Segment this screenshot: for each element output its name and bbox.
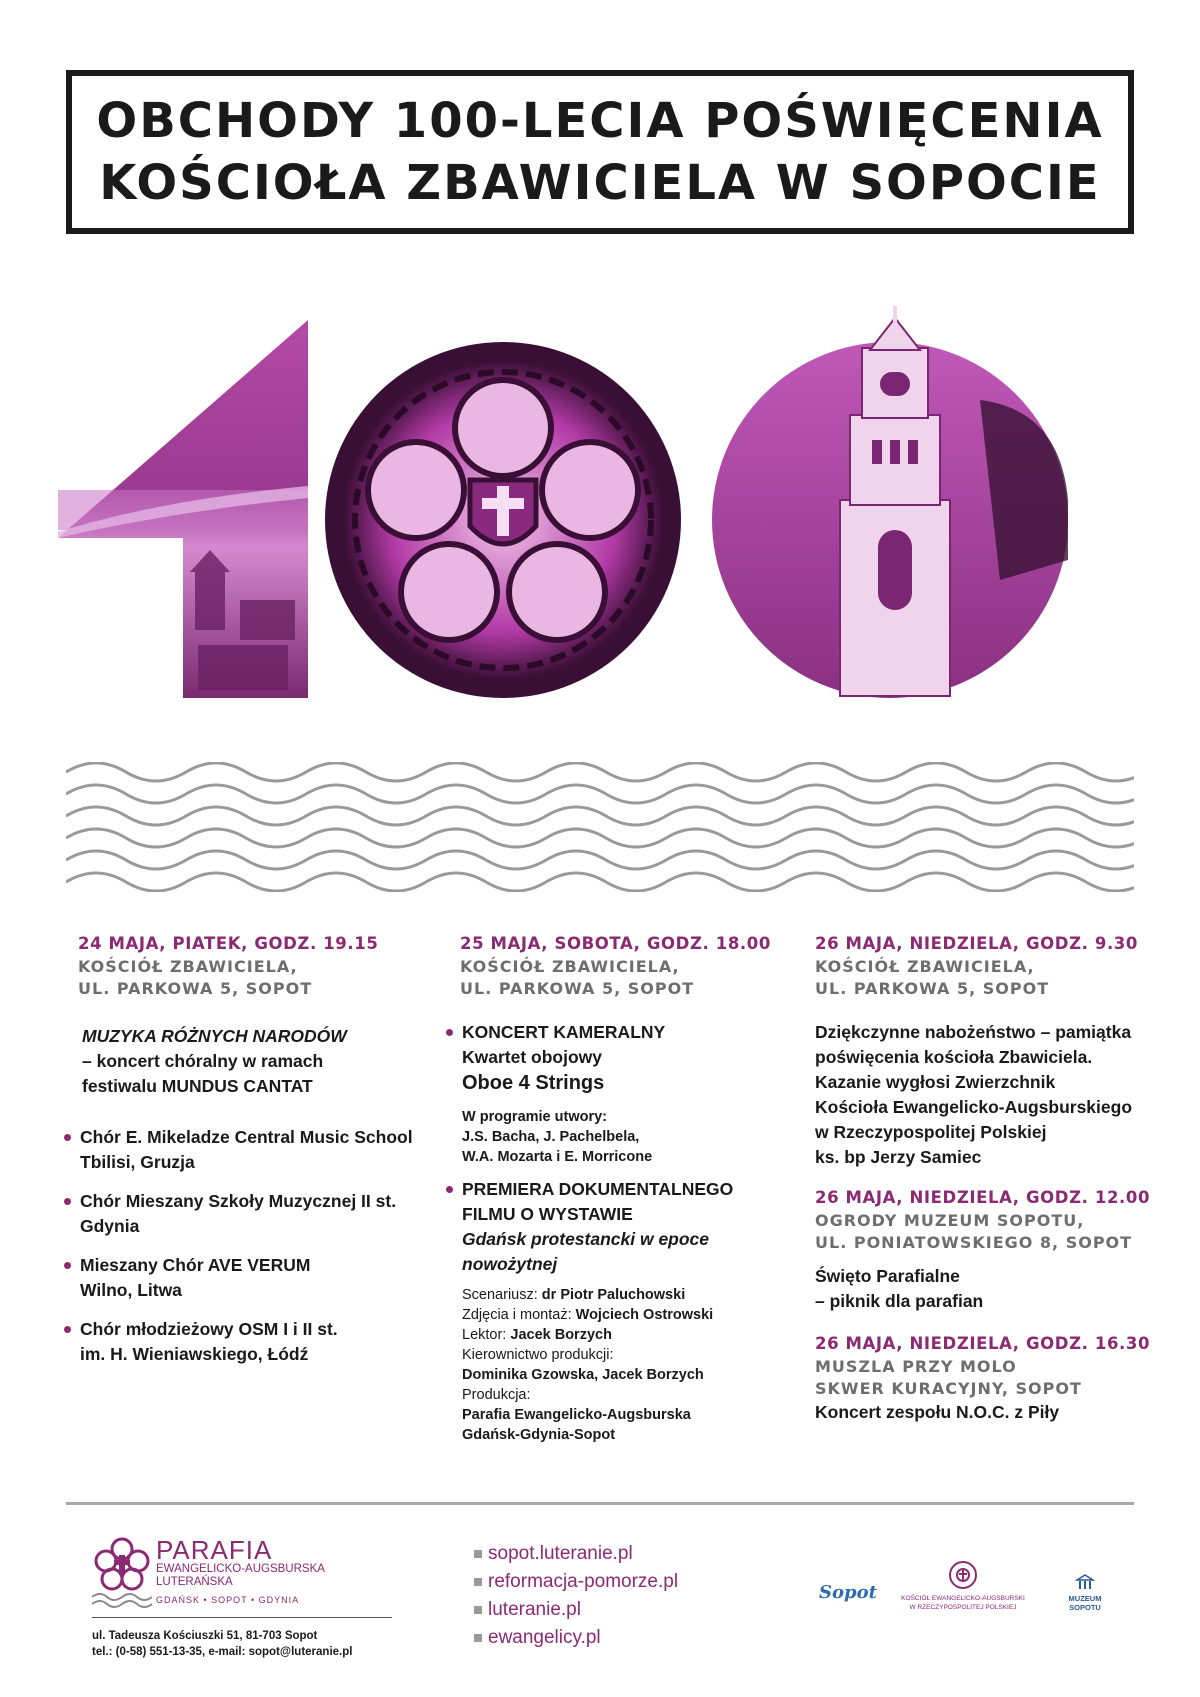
concert-name: Oboe 4 Strings <box>462 1072 605 1094</box>
event-place-line-2: UL. PONIATOWSKIEGO 8, SOPOT <box>815 1233 1133 1252</box>
kosciol-logo-line-2: W RZECZYPOSPOLITEJ POLSKIEJ <box>909 1604 1017 1611</box>
event-title: MUZYKA RÓŻNYCH NARODÓW <box>82 1026 347 1046</box>
link-text[interactable]: ewangelicy.pl <box>488 1627 601 1648</box>
muzeum-sopotu-logo <box>1060 1574 1110 1612</box>
parafia-sub-1: EWANGELICKO-AUGSBURSKA <box>156 1563 325 1575</box>
event-date: 25 MAJA, SOBOTA, GODZ. 18.00 <box>460 934 771 953</box>
service-line: w Rzeczypospolitej Polskiej <box>815 1122 1047 1142</box>
service-line: poświęcenia kościoła Zbawiciela. <box>815 1047 1093 1067</box>
concert-item <box>460 1020 780 1167</box>
muzeum-logo-line-2: SOPOTU <box>1069 1603 1101 1612</box>
program-line-1: J.S. Bacha, J. Pachelbela, <box>462 1129 640 1145</box>
title-line-1: OBCHODY 100-LECIA POŚWIĘCENIA <box>96 93 1104 149</box>
luther-rose-icon <box>92 1535 152 1595</box>
digit-one-photo <box>58 320 308 698</box>
event-place-line-2: SKWER KURACYJNY, SOPOT <box>815 1379 1082 1398</box>
event-place-line-1: KOŚCIÓŁ ZBAWICIELA, <box>815 957 1035 976</box>
premiere-item <box>460 1177 780 1445</box>
credit-value: dr Piotr Paluchowski <box>541 1287 686 1303</box>
credit-production-line-1: Parafia Ewangelicko-Augsburska <box>462 1407 691 1423</box>
event-place-line-1: MUSZLA PRZY MOLO <box>815 1357 1017 1376</box>
credit-production-manager: Dominika Gzowska, Jacek Borzych <box>462 1367 704 1383</box>
credit-value: Jacek Borzych <box>510 1327 612 1343</box>
parafia-name: PARAFIA <box>156 1535 273 1565</box>
event-place-line-2: UL. PARKOWA 5, SOPOT <box>78 979 313 998</box>
event-place-line-2: UL. PARKOWA 5, SOPOT <box>815 979 1050 998</box>
choir-item <box>78 1125 418 1175</box>
choir-name: Chór młodzieżowy OSM I i II st. <box>80 1319 338 1339</box>
concert-title: KONCERT KAMERALNY <box>462 1022 666 1042</box>
sopot-logo <box>818 1582 878 1603</box>
address: ul. Tadeusza Kościuszki 51, 81-703 Sopot <box>92 1630 318 1642</box>
parafia-sub-2: LUTERAŃSKA <box>156 1576 233 1588</box>
choir-city: Gdynia <box>80 1216 140 1236</box>
credit-value: Wojciech Ostrowski <box>575 1307 714 1323</box>
picnic-line-2: – piknik dla parafian <box>815 1291 984 1311</box>
choir-city: Wilno, Litwa <box>80 1280 182 1300</box>
bullet-square-icon <box>474 1606 482 1614</box>
event-column-1 <box>78 932 418 1367</box>
event-column-2 <box>460 932 780 1445</box>
event-place-line-1: OGRODY MUZEUM SOPOTU, <box>815 1211 1085 1230</box>
contact: tel.: (0-58) 551-13-35, e-mail: sopot@luteranie.pl <box>92 1646 353 1658</box>
credit-production-manager-label: Kierownictwo produkcji: <box>462 1347 614 1363</box>
event-desc-line-2: festiwalu MUNDUS CANTAT <box>82 1076 313 1096</box>
bullet-square-icon <box>474 1634 482 1642</box>
link-reformacja-pomorze[interactable] <box>474 1568 678 1596</box>
footer-links <box>474 1540 678 1652</box>
sopot-logo-text: Sopot <box>819 1582 877 1603</box>
footer-divider <box>66 1502 1134 1505</box>
title-line-2: KOŚCIOŁA ZBAWICIELA W SOPOCIE <box>99 155 1101 211</box>
address-block <box>92 1617 392 1660</box>
credit-camera <box>462 1305 780 1325</box>
hero-100-graphic <box>0 300 1200 720</box>
program-line-2: W.A. Mozarta i E. Morricone <box>462 1149 653 1165</box>
bullet-square-icon <box>474 1578 482 1586</box>
credit-production-label: Produkcja: <box>462 1387 531 1403</box>
band-concert: Koncert zespołu N.O.C. z Piły <box>815 1402 1060 1422</box>
choir-item <box>78 1253 418 1303</box>
link-text[interactable]: luteranie.pl <box>488 1599 581 1620</box>
title-box <box>66 70 1134 234</box>
event-place-line-1: KOŚCIÓŁ ZBAWICIELA, <box>460 957 680 976</box>
waves-small-icon <box>92 1591 152 1611</box>
link-luteranie[interactable] <box>474 1596 678 1624</box>
choir-city: im. H. Wieniawskiego, Łódź <box>80 1344 309 1364</box>
event-place-line-1: KOŚCIÓŁ ZBAWICIELA, <box>78 957 298 976</box>
film-title-line-2: nowożytnej <box>462 1254 558 1274</box>
choir-name: Chór E. Mikeladze Central Music School <box>80 1127 413 1147</box>
credit-production-line-2: Gdańsk-Gdynia-Sopot <box>462 1427 616 1443</box>
church-tower-circle <box>712 306 1068 698</box>
link-text[interactable]: sopot.luteranie.pl <box>488 1543 633 1564</box>
service-line: Kazanie wygłosi Zwierzchnik <box>815 1072 1056 1092</box>
event-column-3 <box>815 932 1155 1425</box>
credit-label: Scenariusz: <box>462 1287 538 1303</box>
credit-label: Lektor: <box>462 1327 507 1343</box>
kosciol-logo-line-1: KOŚCIÓŁ EWANGELICKO-AUGSBURSKI <box>901 1595 1025 1602</box>
credit-narrator <box>462 1325 780 1345</box>
kosciol-logo <box>898 1560 1028 1612</box>
choir-city: Tbilisi, Gruzja <box>80 1152 195 1172</box>
event-date: 26 MAJA, NIEDZIELA, GODZ. 12.00 <box>815 1188 1151 1207</box>
link-ewangelicy[interactable] <box>474 1624 678 1652</box>
parafia-cities: GDAŃSK • SOPOT • GDYNIA <box>156 1595 300 1605</box>
luther-rose-icon <box>948 1560 978 1590</box>
link-sopot-luteranie[interactable] <box>474 1540 678 1568</box>
concert-subtitle: Kwartet obojowy <box>462 1047 603 1067</box>
wave-decoration <box>66 762 1134 892</box>
muzeum-logo-line-1: MUZEUM <box>1068 1594 1102 1603</box>
event-date: 26 MAJA, NIEDZIELA, GODZ. 16.30 <box>815 1334 1151 1353</box>
premiere-line-2: FILMU O WYSTAWIE <box>462 1204 633 1224</box>
film-title-line-1: Gdańsk protestancki w epoce <box>462 1229 710 1249</box>
building-icon <box>1075 1574 1095 1590</box>
picnic-line-1: Święto Parafialne <box>815 1266 960 1286</box>
bullet-square-icon <box>474 1550 482 1558</box>
service-line: Kościoła Ewangelicko-Augsburskiego <box>815 1097 1133 1117</box>
link-text[interactable]: reformacja-pomorze.pl <box>488 1571 679 1592</box>
choir-name: Chór Mieszany Szkoły Muzycznej II st. <box>80 1191 397 1211</box>
rose-window-circle <box>325 342 681 698</box>
choir-item <box>78 1189 418 1239</box>
event-date: 26 MAJA, NIEDZIELA, GODZ. 9.30 <box>815 934 1138 953</box>
premiere-line-1: PREMIERA DOKUMENTALNEGO <box>462 1179 734 1199</box>
choir-item <box>78 1317 418 1367</box>
event-desc-line-1: – koncert chóralny w ramach <box>82 1051 324 1071</box>
event-date: 24 MAJA, PIATEK, GODZ. 19.15 <box>78 934 379 953</box>
credit-label: Zdjęcia i montaż: <box>462 1307 572 1323</box>
service-line: ks. bp Jerzy Samiec <box>815 1147 982 1167</box>
event-place-line-2: UL. PARKOWA 5, SOPOT <box>460 979 695 998</box>
choir-name: Mieszany Chór AVE VERUM <box>80 1255 311 1275</box>
service-line: Dziękczynne nabożeństwo – pamiątka <box>815 1022 1132 1042</box>
program-label: W programie utwory: <box>462 1109 608 1125</box>
credit-scenario <box>462 1285 780 1305</box>
